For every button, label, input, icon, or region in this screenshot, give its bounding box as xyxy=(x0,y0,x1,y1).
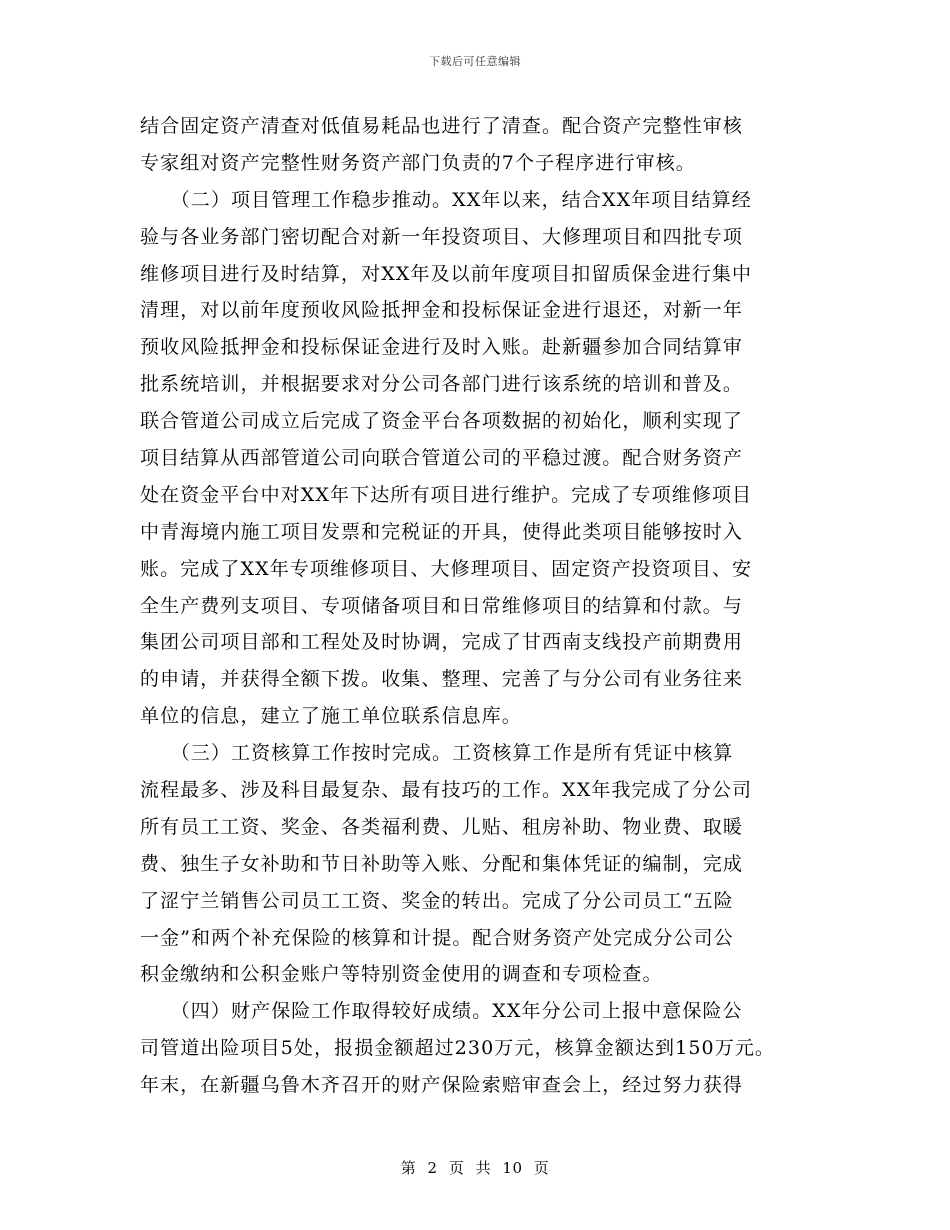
footer-total-pages: 10 xyxy=(502,1159,523,1177)
text-line: 处在资金平台中对XX年下达所有项目进行维护。完成了专项维修项目 xyxy=(140,483,753,506)
page-footer xyxy=(0,1157,950,1178)
text-line: 结合固定资产清查对低值易耗品也进行了清查。配合资产完整性审核 xyxy=(140,115,744,137)
text-line: 流程最多、涉及科目最复杂、最有技巧的工作。XX年我完成了分公司 xyxy=(140,779,753,802)
footer-suffix: 页 xyxy=(533,1159,550,1177)
footer-current-page: 2 xyxy=(427,1159,438,1177)
text-line: 所有员工工资、奖金、各类福利费、儿贴、租房补助、物业费、取暖 xyxy=(140,815,744,838)
text-line: （四）财产保险工作取得较好成绩。XX年分公司上报中意保险公 xyxy=(140,1000,743,1023)
page-header-note: 下载后可任意编辑 xyxy=(429,55,521,68)
text-line: 联合管道公司成立后完成了资金平台各项数据的初始化，顺利实现了 xyxy=(140,410,744,433)
text-line: 积金缴纳和公积金账户等特别资金使用的调查和专项检查。 xyxy=(140,963,663,986)
text-line: 中青海境内施工项目发票和完税证的开具，使得此类项目能够按时入 xyxy=(140,520,744,543)
text-line: 批系统培训，并根据要求对分公司各部门进行该系统的培训和普及。 xyxy=(140,373,744,396)
text-line: （二）项目管理工作稳步推动。XX年以来，结合XX年项目结算经 xyxy=(140,188,752,211)
text-line: 的申请，并获得全额下拨。收集、整理、完善了与分公司有业务往来 xyxy=(140,668,744,691)
text-line: 预收风险抵押金和投标保证金进行及时入账。赴新疆参加合同结算审 xyxy=(140,336,744,359)
footer-page-word: 页 xyxy=(448,1159,465,1177)
text-line: 集团公司项目部和工程处及时协调，完成了甘西南支线投产前期费用 xyxy=(140,631,744,654)
text-line: 维修项目进行及时结算，对XX年及以前年度项目扣留质保金进行集中 xyxy=(140,262,753,285)
text-line: 了涩宁兰销售公司员工工资、奖金的转出。完成了分公司员工“五险 xyxy=(140,889,734,912)
text-line: 单位的信息，建立了施工单位联系信息库。 xyxy=(140,705,522,728)
text-line: 司管道出险项目5处，报损金额超过230万元，核算金额达到150万元。 xyxy=(140,1037,776,1060)
text-line: 账。完成了XX年专项维修项目、大修理项目、固定资产投资项目、安 xyxy=(140,557,753,580)
document-body xyxy=(140,108,820,1104)
footer-total-word: 共 xyxy=(475,1159,492,1177)
text-line: 年末，在新疆乌鲁木齐召开的财产保险索赔审查会上，经过努力获得 xyxy=(140,1074,744,1097)
text-line: 费、独生子女补助和节日补助等入账、分配和集体凭证的编制，完成 xyxy=(140,852,744,875)
text-line: 一金”和两个补充保险的核算和计提。配合财务资产处完成分公司公 xyxy=(140,926,734,949)
text-line: 项目结算从西部管道公司向联合管道公司的平稳过渡。配合财务资产 xyxy=(140,447,744,470)
footer-prefix: 第 xyxy=(400,1159,417,1177)
text-line: 清理，对以前年度预收风险抵押金和投标保证金进行退还，对新一年 xyxy=(140,299,744,322)
text-line: 全生产费列支项目、专项储备项目和日常维修项目的结算和付款。与 xyxy=(140,594,744,617)
text-line: （三）工资核算工作按时完成。工资核算工作是所有凭证中核算 xyxy=(140,742,734,765)
text-line: 专家组对资产完整性财务资产部门负责的7个子程序进行审核。 xyxy=(140,151,696,174)
text-line: 验与各业务部门密切配合对新一年投资项目、大修理项目和四批专项 xyxy=(140,225,744,248)
